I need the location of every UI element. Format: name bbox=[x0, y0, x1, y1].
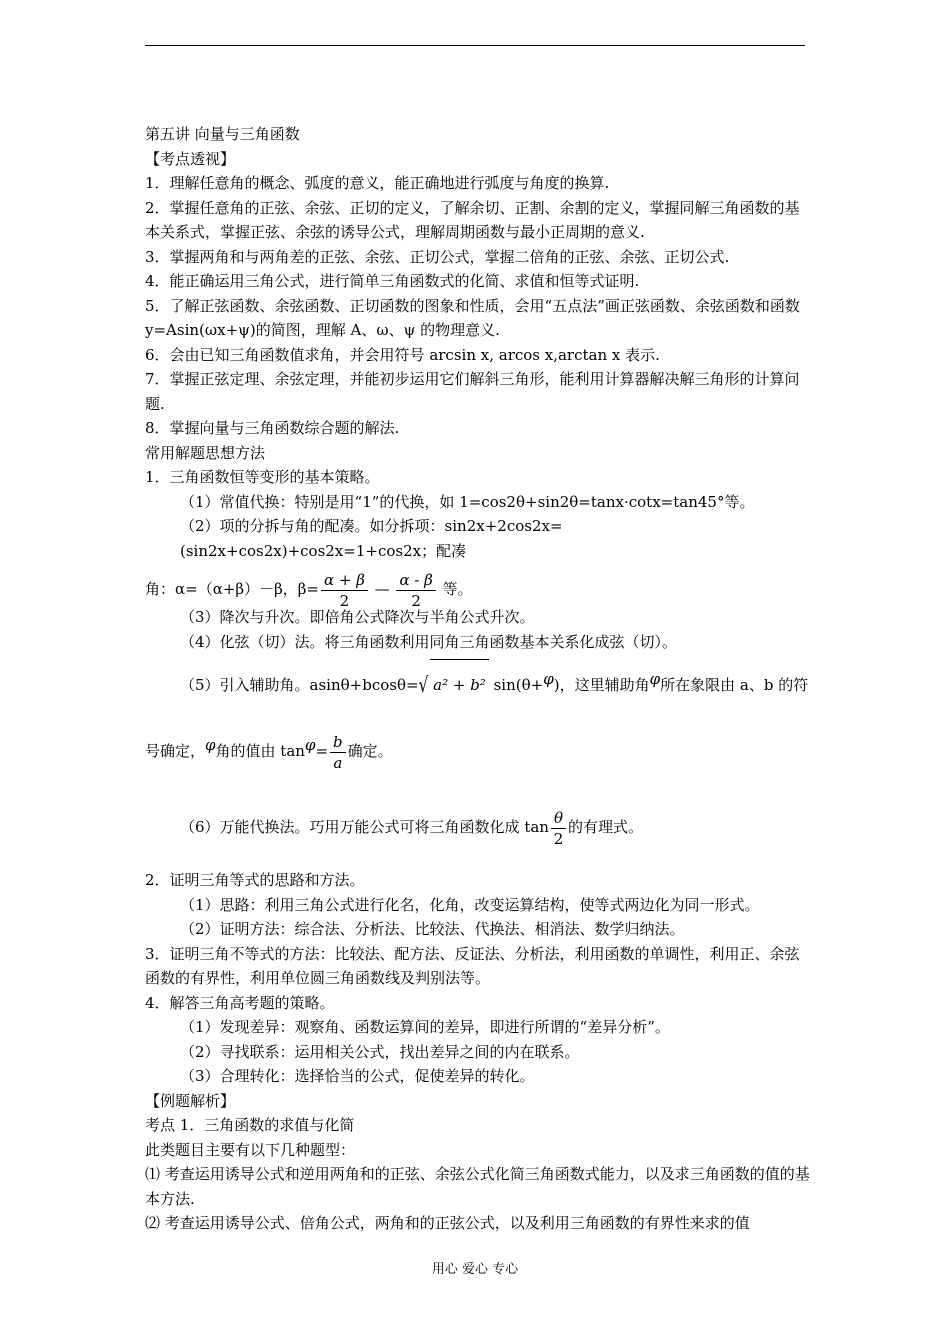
fraction-denominator: 2 bbox=[411, 591, 421, 610]
method-2-2: （2）证明方法：综合法、分析法、比较法、代换法、相消法、数学归纳法。 bbox=[180, 920, 685, 938]
text-span: 等。 bbox=[442, 580, 473, 598]
text-span: （5）引入辅助角。asinθ+bcosθ= bbox=[180, 676, 419, 694]
kaodian-1-heading: 考点 1．三角函数的求值与化简 bbox=[145, 1116, 355, 1134]
method-1-title: 1．三角函数恒等变形的基本策略。 bbox=[145, 468, 380, 486]
kaodian-item: 2．掌握任意角的正弦、余弦、正切的定义，了解余切、正割、余割的定义，掌握同解三角函数的基本关系式，掌握正弦、余弦的诱导公式，理解周期函数与最小正周期的意义. bbox=[145, 198, 800, 241]
text-span: （6）万能代换法。巧用万能公式可将三角函数化成 tan bbox=[180, 818, 549, 836]
section-heading-examples: 【例题解析】 bbox=[145, 1091, 236, 1110]
sqrt-radicand: a² + b² bbox=[430, 659, 489, 710]
kaodian-1-type-2: ⑵ 考查运用诱导公式、倍角公式，两角和的正弦公式，以及利用三角函数的有界性来求的值 bbox=[145, 1214, 750, 1232]
sqrt-symbol: √ bbox=[418, 672, 429, 698]
text-span: 号确定， bbox=[145, 742, 206, 760]
method-2-title: 2．证明三角等式的思路和方法。 bbox=[145, 871, 365, 889]
fraction-denominator: 2 bbox=[553, 829, 564, 848]
text-span: 确定。 bbox=[347, 742, 393, 760]
text-span: )，这里辅助角 bbox=[553, 676, 650, 694]
method-4-2: （2）寻找联系：运用相关公式，找出差异之间的内在联系。 bbox=[180, 1042, 580, 1061]
fraction-numerator: α + β bbox=[321, 570, 368, 591]
minus-sign: — bbox=[374, 580, 390, 598]
phi-symbol: φ bbox=[543, 670, 554, 688]
text-span: 角：α=（α+β）－β，β= bbox=[145, 580, 319, 598]
kaodian-item: 6．会由已知三角函数值求角，并会用符号 arcsin x, arcos x,arctan x 表示. bbox=[145, 345, 660, 364]
method-1-5 bbox=[145, 654, 810, 710]
text-span: 所在象限由 a、b 的符 bbox=[660, 676, 809, 694]
method-3: 3．证明三角不等式的方法：比较法、配方法、反证法、分析法，利用函数的单调性，利用正、余弦函数的有界性，利用单位圆三角函数线及判别法等。 bbox=[145, 944, 800, 987]
fraction-numerator: b bbox=[330, 732, 346, 753]
phi-symbol: φ bbox=[205, 736, 216, 754]
kaodian-item: 1．理解任意角的概念、弧度的意义，能正确地进行弧度与角度的换算. bbox=[145, 174, 610, 192]
fraction-numerator: α - β bbox=[396, 570, 435, 591]
method-1-5-cont bbox=[145, 710, 810, 786]
lecture-title: 第五讲 向量与三角函数 bbox=[145, 125, 300, 143]
kaodian-1-type-1: ⑴ 考查运用诱导公式和逆用两角和的正弦、余弦公式化简三角函数式能力，以及求三角函数的值的基本方法. bbox=[145, 1165, 810, 1208]
section-heading-kaodian: 【考点透视】 bbox=[145, 149, 236, 168]
kaodian-item: 5．了解正弦函数、余弦函数、正切函数的图象和性质，会用“五点法”画正弦函数、余弦函数和函数 y=Asin(ωx+ψ)的简图，理解 A、ω、ψ 的物理意义. bbox=[145, 296, 800, 339]
text-span: = bbox=[315, 742, 329, 760]
method-1-3: （3）降次与升次。即倍角公式降次与半角公式升次。 bbox=[180, 608, 535, 626]
text-span: sin(θ+ bbox=[493, 676, 544, 694]
text-span: 角的值由 tan bbox=[215, 742, 305, 760]
fraction bbox=[551, 808, 566, 849]
text-span: 的有理式。 bbox=[567, 818, 643, 836]
kaodian-item: 7．掌握正弦定理、余弦定理，并能初步运用它们解斜三角形，能利用计算器解决解三角形的计算问题. bbox=[145, 370, 800, 413]
method-4-3: （3）合理转化：选择恰当的公式，促使差异的转化。 bbox=[180, 1067, 535, 1085]
kaodian-item: 4．能正确运用三角公式，进行简单三角函数式的化简、求值和恒等式证明. bbox=[145, 272, 640, 290]
fraction-numerator: θ bbox=[551, 808, 566, 829]
method-1-2: （2）项的分拆与角的配凑。如分拆项：sin2x+2cos2x=(sin2x+cos2x)+cos2x=1+cos2x；配凑 bbox=[180, 517, 563, 560]
method-1-4: （4）化弦（切）法。将三角函数利用同角三角函数基本关系化成弦（切）。 bbox=[180, 632, 678, 651]
kaodian-1-intro: 此类题目主要有以下几种题型： bbox=[145, 1140, 356, 1159]
header-rule bbox=[145, 45, 805, 46]
fraction bbox=[330, 732, 346, 773]
method-1-6 bbox=[145, 786, 810, 868]
page-footer: 用心 爱心 专心 bbox=[431, 1262, 519, 1277]
method-1-1: （1）常值代换：特别是用“1”的代换，如 1=cos2θ+sin2θ=tanx·cotx=tan45°等。 bbox=[180, 492, 755, 511]
phi-symbol: φ bbox=[649, 670, 661, 688]
kaodian-item: 8．掌握向量与三角函数综合题的解法. bbox=[145, 419, 400, 437]
phi-symbol: φ bbox=[304, 736, 316, 754]
method-4-1: （1）发现差异：观察角、函数运算间的差异，即进行所谓的“差异分析”。 bbox=[180, 1018, 670, 1036]
methods-heading: 常用解题思想方法 bbox=[145, 443, 266, 462]
method-4-title: 4．解答三角高考题的策略。 bbox=[145, 993, 335, 1012]
fraction-denominator: a bbox=[333, 753, 343, 772]
kaodian-item: 3．掌握两角和与两角差的正弦、余弦、正切公式，掌握二倍角的正弦、余弦、正切公式. bbox=[145, 247, 730, 266]
fraction-denominator: 2 bbox=[339, 591, 350, 610]
document-body bbox=[145, 122, 810, 1236]
method-2-1: （1）思路：利用三角公式进行化名，化角，改变运算结构，使等式两边化为同一形式。 bbox=[180, 895, 760, 914]
